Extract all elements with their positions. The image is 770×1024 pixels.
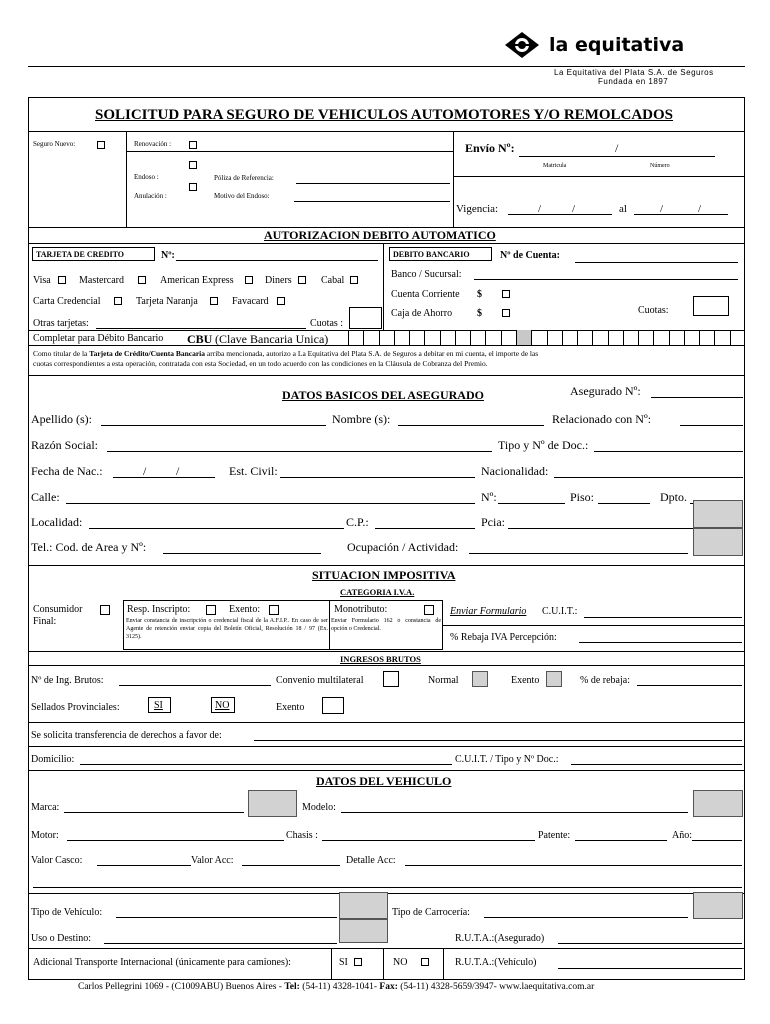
cbu-digit-cell[interactable] xyxy=(669,330,684,345)
cbu-digit-cell[interactable] xyxy=(714,330,729,345)
cbu-digit-cell[interactable] xyxy=(379,330,394,345)
marca-code-box[interactable] xyxy=(248,790,297,817)
cbu-digit-cell[interactable] xyxy=(653,330,668,345)
vehiculo-title: DATOS DEL VEHICULO xyxy=(316,774,452,788)
motor-field[interactable] xyxy=(67,840,284,841)
final-label: Final: xyxy=(33,616,57,627)
endoso-label: Endoso : xyxy=(134,173,159,181)
cbu-digit-cell[interactable] xyxy=(363,330,378,345)
ocupacion-field[interactable] xyxy=(469,553,688,554)
fecha-nac-field[interactable] xyxy=(113,477,215,478)
diners-label: Diners xyxy=(265,275,292,286)
logo xyxy=(505,30,745,62)
vig-slash-1: / xyxy=(538,203,542,215)
sellados-exento-label: Exento xyxy=(276,702,305,713)
cbu-digit-cell[interactable] xyxy=(562,330,577,345)
cp-field[interactable] xyxy=(375,528,475,529)
impositiva-title: SITUACION IMPOSITIVA xyxy=(312,568,456,582)
cp-label: C.P.: xyxy=(346,515,369,529)
ruta-aseg-label: R.U.T.A.:(Asegurado) xyxy=(455,933,545,944)
caja-ahorro-checkbox[interactable] xyxy=(502,309,510,317)
cuotas-box[interactable] xyxy=(349,307,382,329)
al-label: al xyxy=(619,203,627,215)
asegurado-nro-label: Asegurado Nº: xyxy=(570,384,641,398)
caja-ahorro-label: Caja de Ahorro xyxy=(391,308,453,319)
est-civil-label: Est. Civil: xyxy=(229,464,278,478)
diners-checkbox[interactable] xyxy=(298,276,306,284)
banco-field[interactable] xyxy=(474,279,738,280)
tarjeta-credito-label: TARJETA DE CREDITO xyxy=(36,250,125,259)
calle-label: Calle: xyxy=(31,490,60,504)
calle-nro-field[interactable] xyxy=(498,503,565,504)
cbu-digit-cell[interactable] xyxy=(455,330,470,345)
cuenta-corriente-checkbox[interactable] xyxy=(502,290,510,298)
debito-title: AUTORIZACION DEBITO AUTOMATICO xyxy=(264,228,496,242)
cbu-digit-cell[interactable] xyxy=(485,330,500,345)
vigencia-label: Vigencia: xyxy=(456,203,499,215)
cbu-digit-cell[interactable] xyxy=(348,330,363,345)
rebaja-ib-field[interactable] xyxy=(637,685,742,686)
detalle-acc-field[interactable] xyxy=(405,865,742,866)
poliza-ref-field[interactable] xyxy=(296,183,450,184)
cbu-digit-cell[interactable] xyxy=(440,330,455,345)
founded-text: Fundada en 1897 xyxy=(598,77,669,86)
envio-field[interactable] xyxy=(519,156,715,157)
transferencia-label: Se solicita transferencia de derechos a favor de: xyxy=(31,730,222,741)
envio-slash: / xyxy=(615,141,619,155)
cabal-label: Cabal xyxy=(321,275,345,286)
fecha-nac-label: Fecha de Nac.: xyxy=(31,464,103,478)
sellados-label: Sellados Provinciales: xyxy=(31,702,120,713)
adicional-no-checkbox[interactable] xyxy=(421,958,429,966)
resp-note: Enviar constancia de inscripción o credencial fiscal de la A.F.I.P.. En caso de ser Agente de retención enviar copia del Boletín Oficial, Resolución 18 / 97 (Ex. 3125). xyxy=(126,618,328,640)
detalle-acc-label: Detalle Acc: xyxy=(346,855,396,866)
cbu-digit-cell[interactable] xyxy=(470,330,485,345)
cbu-input-cells[interactable] xyxy=(348,330,745,345)
uso-code-box[interactable] xyxy=(339,919,388,943)
favacard-checkbox[interactable] xyxy=(277,297,285,305)
header-rule xyxy=(28,66,745,67)
nro-cuenta-label: Nº de Cuenta: xyxy=(500,250,560,261)
vig-slash-2: / xyxy=(572,203,576,215)
sellados-si-label: SI xyxy=(154,700,163,711)
form-title: SOLICITUD PARA SEGURO DE VEHICULOS AUTOMOTORES Y/O REMOLCADOS xyxy=(95,107,674,123)
renovacion-checkbox[interactable] xyxy=(189,141,197,149)
legal-part-1: Como titular de la xyxy=(33,349,88,358)
detalle-acc-field-2[interactable] xyxy=(33,887,742,888)
seguro-nuevo-label: Seguro Nuevo: xyxy=(33,140,76,148)
uso-field[interactable] xyxy=(104,943,337,944)
convenio-checkbox[interactable] xyxy=(383,671,399,687)
cuit-doc-field[interactable] xyxy=(571,764,742,765)
nro-cuenta-field[interactable] xyxy=(575,262,738,263)
ocupacion-label: Ocupación / Actividad: xyxy=(347,540,459,554)
footer-fax-label: Fax: xyxy=(379,982,398,992)
monotributo-checkbox[interactable] xyxy=(424,605,434,615)
legal-part-3: cuotas correspondientes a esta operación, contratada con esta Sociedad, en un todo acuerdo con las condiciones en la Cláusula de Cobranza del Premio. xyxy=(33,359,488,368)
ing-brutos-field[interactable] xyxy=(119,685,271,686)
valor-acc-label: Valor Acc: xyxy=(191,855,234,866)
cbu-digit-cell[interactable] xyxy=(592,330,607,345)
vigencia-hasta-field[interactable] xyxy=(634,214,728,215)
uso-label: Uso o Destino: xyxy=(31,933,91,944)
chasis-field[interactable] xyxy=(322,840,535,841)
normal-label: Normal xyxy=(428,675,459,686)
tarjeta-nro-label: Nº: xyxy=(161,250,175,261)
banco-label: Banco / Sucursal: xyxy=(391,269,462,280)
tipo-doc-label: Tipo y Nº de Doc.: xyxy=(498,438,589,452)
localidad-code-box[interactable] xyxy=(693,500,743,528)
tipo-doc-field[interactable] xyxy=(594,451,743,452)
vigencia-desde-field[interactable] xyxy=(508,214,612,215)
mastercard-label: Mastercard xyxy=(79,275,124,286)
asegurado-nro-field[interactable] xyxy=(651,397,743,398)
modelo-code-box[interactable] xyxy=(693,790,743,817)
cbu-digit-cell[interactable] xyxy=(424,330,439,345)
ocupacion-code-box[interactable] xyxy=(693,528,743,556)
debito-bancario-label: DEBITO BANCARIO xyxy=(393,250,470,259)
debito-legal-text xyxy=(33,349,743,369)
cbu-digit-cell[interactable] xyxy=(730,330,745,345)
footer-address: Carlos Pellegrini 1069 - (C1009ABU) Buenos Aires - xyxy=(78,982,282,992)
amex-label: American Express xyxy=(160,275,234,286)
rebaja-ib-label: % de rebaja: xyxy=(580,675,630,686)
dpto-label: Dpto. xyxy=(660,490,687,504)
poliza-ref-label: Póliza de Referencia: xyxy=(214,174,274,182)
calle-field[interactable] xyxy=(66,503,475,504)
motivo-endoso-label: Motivo del Endoso: xyxy=(214,192,270,200)
resp-inscripto-label: Resp. Inscripto: xyxy=(127,604,191,615)
cbu-digit-cell[interactable] xyxy=(547,330,562,345)
naranja-checkbox[interactable] xyxy=(210,297,218,305)
cabal-checkbox[interactable] xyxy=(350,276,358,284)
adicional-si-label: SI xyxy=(339,957,348,968)
exento-iva-label: Exento: xyxy=(229,604,261,615)
ruta-veh-field[interactable] xyxy=(558,968,742,969)
relacionado-field[interactable] xyxy=(680,425,743,426)
cbu-suffix: (Clave Bancaria Unica) xyxy=(215,332,329,346)
patente-label: Patente: xyxy=(538,830,571,841)
favacard-label: Favacard xyxy=(232,296,269,307)
exento-ib-checkbox[interactable] xyxy=(546,671,562,687)
naranja-label: Tarjeta Naranja xyxy=(136,296,198,307)
monotributo-label: Monotributo: xyxy=(334,604,388,615)
footer-fax: (54-11) 4328-5659/3947- www.laequitativa.com.ar xyxy=(400,982,595,992)
rebaja-iva-label: % Rebaja IVA Percepción: xyxy=(450,632,557,643)
convenio-label: Convenio multilateral xyxy=(276,675,364,686)
razon-field[interactable] xyxy=(107,451,492,452)
exento-ib-label: Exento xyxy=(511,675,540,686)
visa-checkbox[interactable] xyxy=(58,276,66,284)
title-rule xyxy=(28,131,745,132)
cuotas-label: Cuotas : xyxy=(310,318,344,329)
valor-casco-field[interactable] xyxy=(97,865,191,866)
rebaja-iva-field[interactable] xyxy=(579,642,742,643)
transferencia-field[interactable] xyxy=(254,740,742,741)
anulacion-checkbox[interactable] xyxy=(189,183,197,191)
mono-note: Enviar Formulario 162 o constancia de opción o Credencial. xyxy=(331,618,441,632)
cbu-label: CBU xyxy=(187,332,213,346)
tipo-carroceria-field[interactable] xyxy=(484,917,688,918)
localidad-field[interactable] xyxy=(89,528,344,529)
cbu-digit-cell[interactable] xyxy=(394,330,409,345)
consumidor-checkbox[interactable] xyxy=(100,605,110,615)
cuit-doc-label: C.U.I.T. / Tipo y Nº Doc.: xyxy=(455,754,559,765)
footer xyxy=(78,982,594,992)
anio-label: Año: xyxy=(672,830,692,841)
pcia-field[interactable] xyxy=(508,528,693,529)
cbu-digit-cell[interactable] xyxy=(516,330,531,345)
cbu-digit-cell[interactable] xyxy=(699,330,714,345)
amex-checkbox[interactable] xyxy=(245,276,253,284)
relacionado-label: Relacionado con Nº: xyxy=(552,412,652,426)
calle-nro-label: Nº: xyxy=(481,490,497,504)
carta-label: Carta Credencial xyxy=(33,296,101,307)
localidad-label: Localidad: xyxy=(31,515,83,529)
cuotas-right-box[interactable] xyxy=(693,296,729,316)
tarjeta-nro-field[interactable] xyxy=(176,260,378,261)
numero-label: Número xyxy=(650,163,670,169)
chasis-label: Chasis : xyxy=(286,830,318,841)
marca-field[interactable] xyxy=(64,812,244,813)
nombre-field[interactable] xyxy=(398,425,544,426)
cuenta-corriente-label: Cuenta Corriente xyxy=(391,289,460,300)
anio-field[interactable] xyxy=(692,840,742,841)
matricula-label: Matricula xyxy=(543,163,567,169)
cbu-digit-cell[interactable] xyxy=(608,330,623,345)
ca-peso: $ xyxy=(477,308,482,319)
valor-casco-label: Valor Casco: xyxy=(31,855,83,866)
nacionalidad-field[interactable] xyxy=(554,477,743,478)
renovacion-label: Renovación : xyxy=(134,140,172,148)
motor-label: Motor: xyxy=(31,830,59,841)
modelo-field[interactable] xyxy=(341,812,688,813)
pcia-label: Pcia: xyxy=(481,515,505,529)
anulacion-label: Anulación : xyxy=(134,192,167,200)
tipo-vehiculo-field[interactable] xyxy=(116,917,337,918)
modelo-label: Modelo: xyxy=(302,802,336,813)
footer-tel-label: Tel: xyxy=(284,982,300,992)
seguro-nuevo-checkbox[interactable] xyxy=(97,141,105,149)
enviar-formulario-link[interactable]: Enviar Formulario xyxy=(450,606,527,617)
footer-tel: (54-11) 4328-1041- xyxy=(302,982,378,992)
adicional-si-checkbox[interactable] xyxy=(354,958,362,966)
company-name: La Equitativa del Plata S.A. de Seguros xyxy=(554,68,714,77)
legal-bold: Tarjeta de Crédito/Cuenta Bancaria xyxy=(89,349,206,358)
ing-brutos-label: Nº de Ing. Brutos: xyxy=(31,675,104,686)
cbu-digit-cell[interactable] xyxy=(531,330,546,345)
adicional-no-label: NO xyxy=(393,957,408,968)
otras-field[interactable] xyxy=(96,328,306,329)
nacionalidad-label: Nacionalidad: xyxy=(481,464,549,478)
tel-label: Tel.: Cod. de Area y Nº: xyxy=(31,540,147,554)
exento-iva-checkbox[interactable] xyxy=(269,605,279,615)
cuotas-right-label: Cuotas: xyxy=(638,305,669,316)
consumidor-label: Consumidor xyxy=(33,604,83,615)
tipo-carroceria-code-box[interactable] xyxy=(693,892,743,919)
ruta-aseg-field[interactable] xyxy=(558,943,742,944)
cbu-digit-cell[interactable] xyxy=(409,330,424,345)
vig-slash-3: / xyxy=(660,203,664,215)
domicilio-label: Domicilio: xyxy=(31,754,75,765)
tipo-vehiculo-code-box[interactable] xyxy=(339,892,388,919)
cbu-prefix: Completar para Débito Bancario xyxy=(33,333,164,344)
categoria-label: CATEGORIA I.V.A. xyxy=(340,587,415,597)
brand-name: la equitativa xyxy=(549,34,685,56)
cuit-label: C.U.I.T.: xyxy=(542,606,578,617)
ruta-veh-label: R.U.T.A.:(Vehículo) xyxy=(455,957,537,968)
domicilio-field[interactable] xyxy=(80,764,452,765)
logo-mark-icon xyxy=(505,32,539,58)
motivo-endoso-field[interactable] xyxy=(294,201,450,202)
cbu-digit-cell[interactable] xyxy=(501,330,516,345)
tel-field[interactable] xyxy=(163,553,321,554)
endoso-checkbox[interactable] xyxy=(189,161,197,169)
piso-field[interactable] xyxy=(598,503,650,504)
carta-checkbox[interactable] xyxy=(114,297,122,305)
visa-label: Visa xyxy=(33,275,51,286)
mastercard-checkbox[interactable] xyxy=(138,276,146,284)
cuit-field[interactable] xyxy=(584,617,742,618)
legal-part-2: arriba mencionada, autorizo a La Equitativa del Plata S.A. de Seguros a debitar en mi cuenta, el importe de las xyxy=(206,349,539,358)
cbu-digit-cell[interactable] xyxy=(577,330,592,345)
adicional-label: Adicional Transporte Internacional (únicamente para camiones): xyxy=(33,957,291,968)
est-civil-field[interactable] xyxy=(280,477,475,478)
envio-label: Envío Nº: xyxy=(465,141,515,155)
marca-label: Marca: xyxy=(31,802,60,813)
sellados-exento-checkbox[interactable] xyxy=(322,697,344,714)
fn-slash-1: / xyxy=(143,464,147,478)
apellido-label: Apellido (s): xyxy=(31,412,92,426)
normal-checkbox[interactable] xyxy=(472,671,488,687)
tipo-carroceria-label: Tipo de Carrocería: xyxy=(392,907,470,918)
cbu-digit-cell[interactable] xyxy=(684,330,699,345)
tipo-vehiculo-label: Tipo de Vehículo: xyxy=(31,907,103,918)
fn-slash-2: / xyxy=(176,464,180,478)
sellados-no-label: NO xyxy=(215,700,230,711)
patente-field[interactable] xyxy=(575,840,667,841)
ingresos-title: INGRESOS BRUTOS xyxy=(340,654,421,664)
asegurado-title: DATOS BASICOS DEL ASEGURADO xyxy=(282,388,484,402)
vig-slash-4: / xyxy=(698,203,702,215)
valor-acc-field[interactable] xyxy=(242,865,340,866)
cc-peso: $ xyxy=(477,289,482,300)
otras-label: Otras tarjetas: xyxy=(33,318,89,329)
apellido-field[interactable] xyxy=(101,425,326,426)
razon-label: Razón Social: xyxy=(31,438,98,452)
nombre-label: Nombre (s): xyxy=(332,412,391,426)
resp-inscripto-checkbox[interactable] xyxy=(206,605,216,615)
cbu-digit-cell[interactable] xyxy=(638,330,653,345)
piso-label: Piso: xyxy=(570,490,595,504)
cbu-digit-cell[interactable] xyxy=(623,330,638,345)
